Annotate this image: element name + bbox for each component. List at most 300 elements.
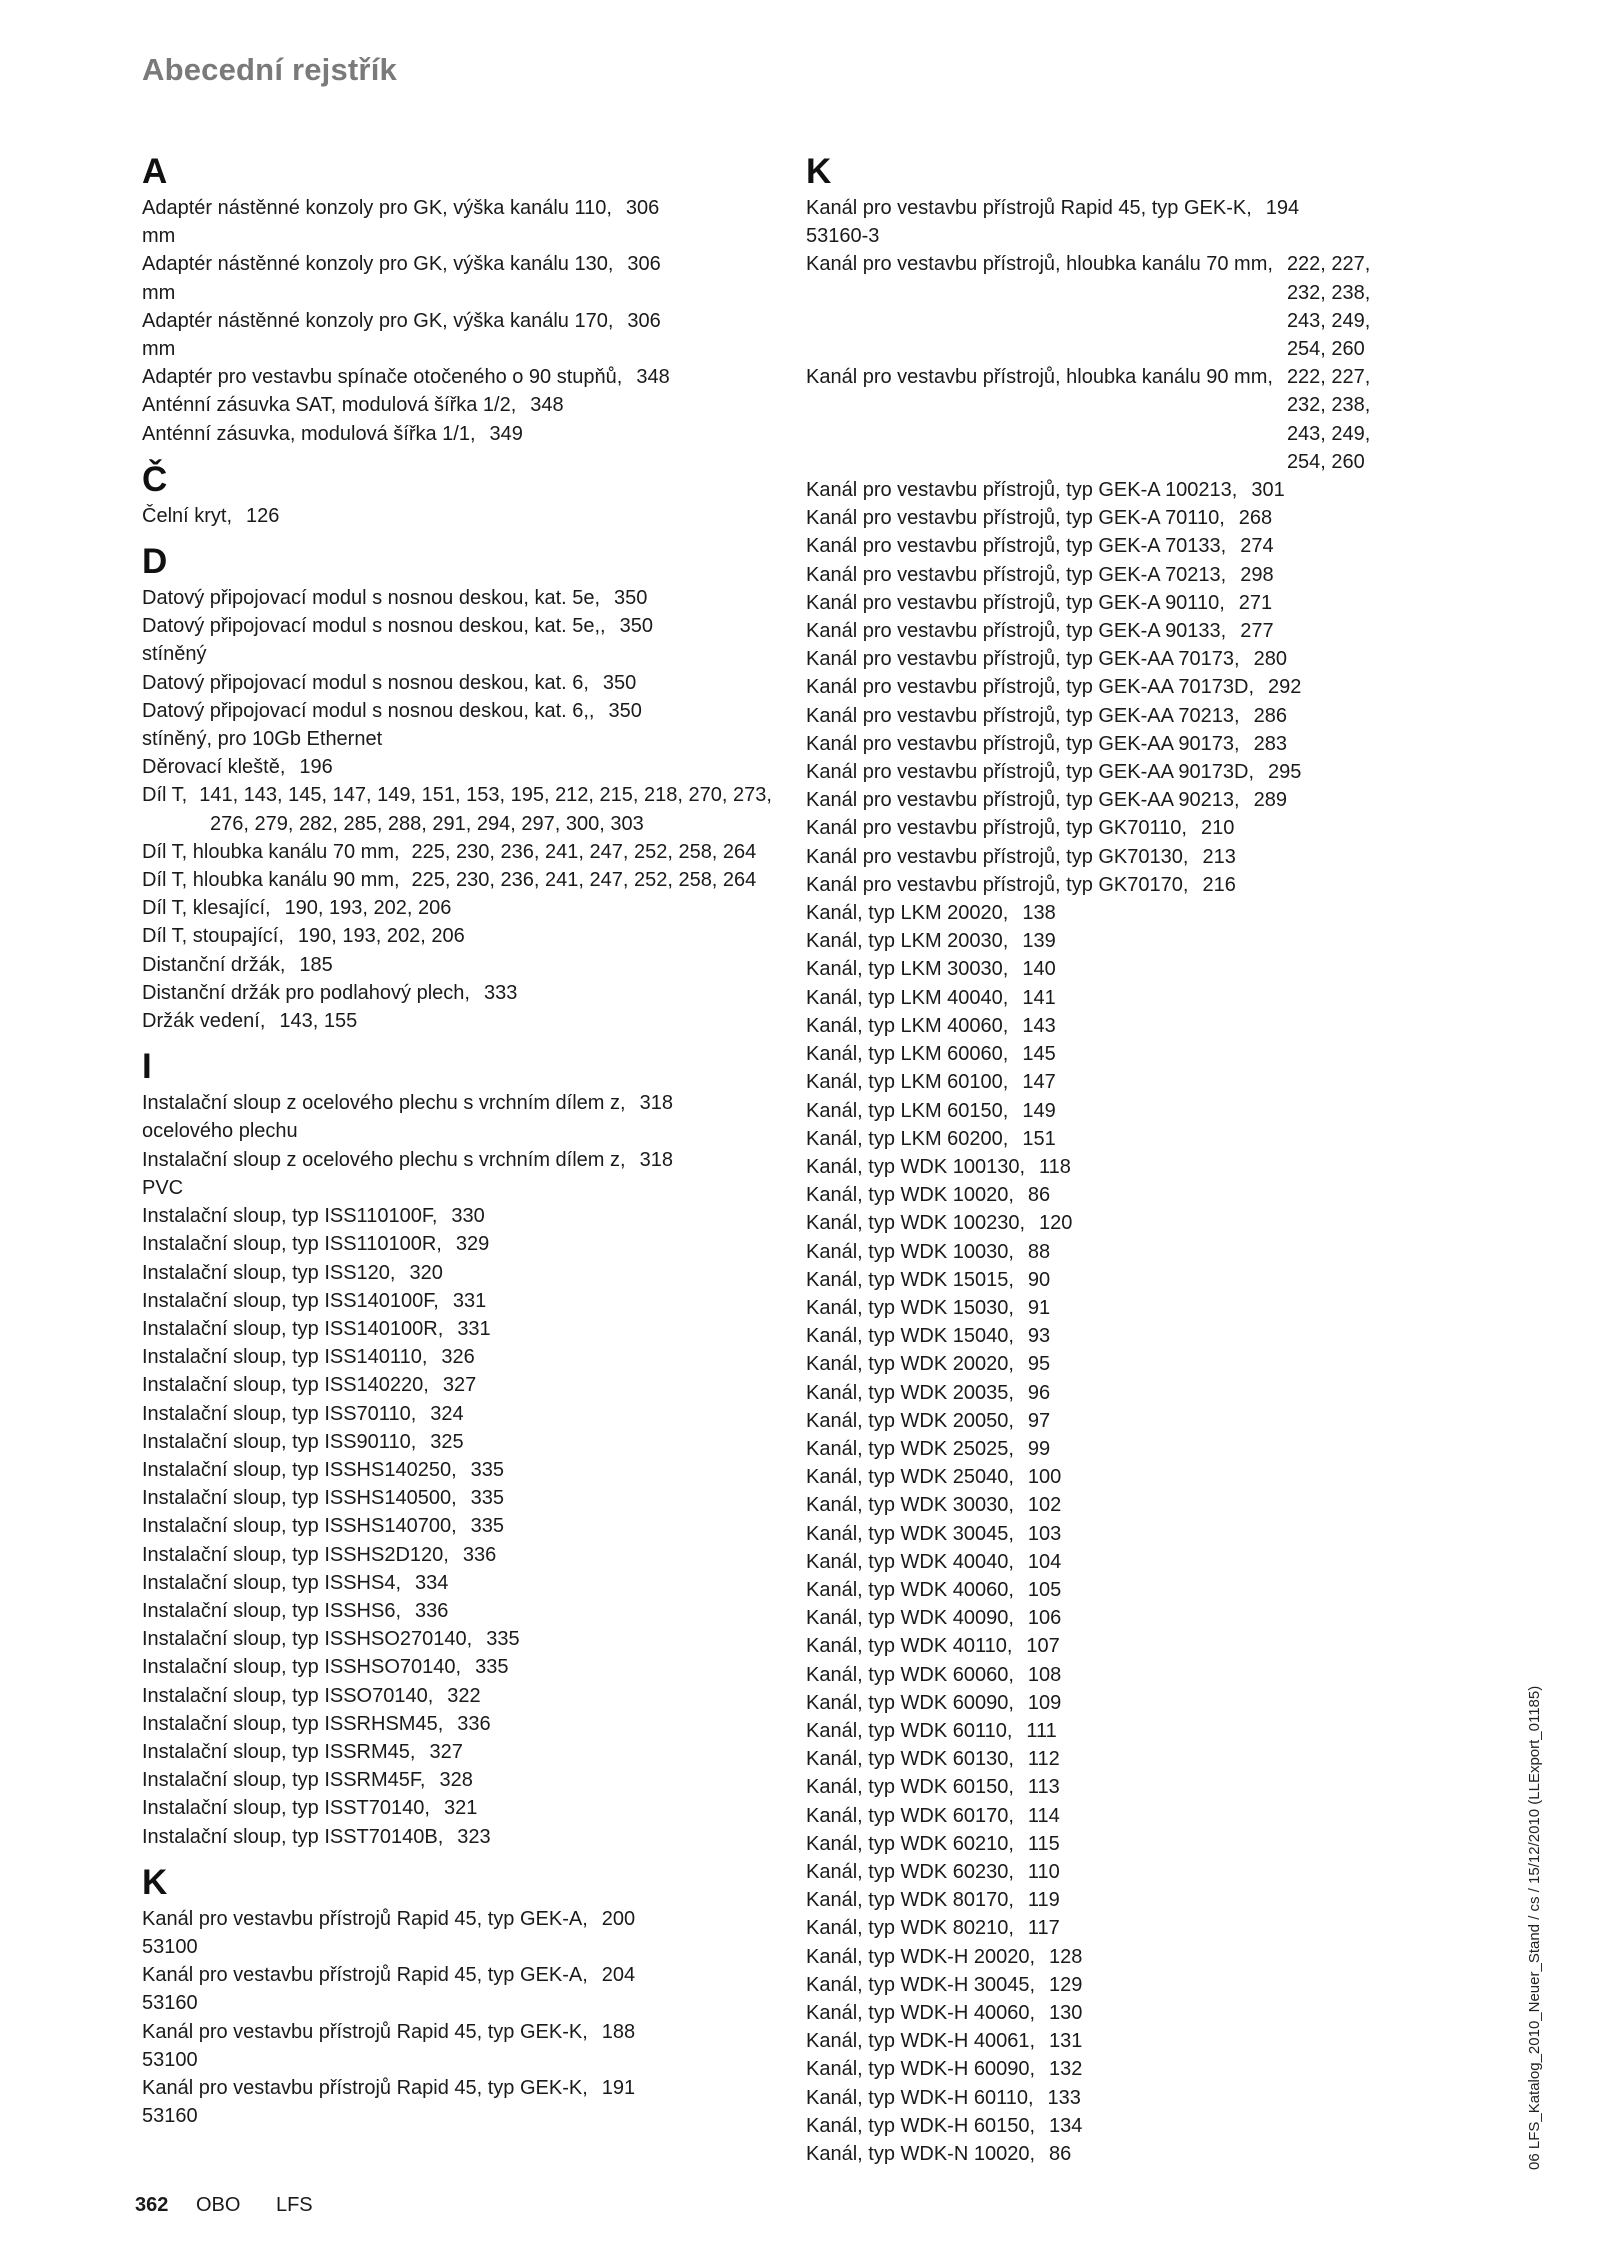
entry-term: Instalační sloup z ocelového plechu s vrchním dílem z, [142, 1148, 626, 1171]
entry-term: Anténní zásuvka, modulová šířka 1/1, [142, 422, 476, 445]
index-entry [142, 1007, 792, 1035]
entry-pages: 306 [625, 197, 660, 219]
entry-term: Instalační sloup, typ ISSRHSM45, [142, 1712, 444, 1735]
entry-pages: 283 [1253, 732, 1287, 755]
entry-term: Kanál pro vestavbu přístrojů Rapid 45, typ GEK-A, [142, 1964, 588, 1987]
entry-pages: 298 [1240, 563, 1274, 586]
entry-pages: 111 [1026, 1719, 1057, 1742]
entry-term-continued: 53160 [142, 2105, 198, 2128]
entry-pages: 325 [430, 1430, 464, 1453]
entry-term: Datový připojovací modul s nosnou deskou, kat. 6, [142, 671, 589, 694]
index-entry [806, 1886, 1446, 1914]
entry-pages: 139 [1022, 930, 1056, 953]
entry-list [142, 1905, 792, 2131]
index-entry [806, 1548, 1446, 1576]
entry-term: Kanál, typ LKM 40040, [806, 986, 1009, 1009]
index-entry [806, 1012, 1446, 1040]
index-entry [806, 1999, 1446, 2027]
entry-pages: 118 [1039, 1155, 1071, 1178]
entry-pages: 277 [1240, 620, 1274, 643]
entry-term: Instalační sloup, typ ISS140100F, [142, 1289, 439, 1312]
entry-list [142, 584, 792, 1035]
entry-term: Kanál pro vestavbu přístrojů, typ GK70110, [806, 817, 1187, 840]
entry-pages: 200 [601, 1907, 636, 1930]
index-entry [806, 194, 1446, 222]
entry-pages: 333 [483, 981, 518, 1004]
index-entry [806, 1463, 1446, 1491]
entry-pages: 143 [1022, 1014, 1056, 1037]
entry-list [142, 1089, 792, 1850]
index-entry [142, 1400, 792, 1428]
entry-term: Kanál, typ LKM 20030, [806, 930, 1009, 953]
entry-pages: 191 [601, 2076, 636, 2099]
entry-term: Kanál, typ WDK 20050, [806, 1409, 1014, 1432]
entry-pages: 115 [1027, 1832, 1060, 1855]
entry-term: Kanál pro vestavbu přístrojů, typ GK70130, [806, 845, 1189, 868]
entry-pages: 119 [1027, 1889, 1060, 1912]
index-section-c-caron [142, 458, 792, 530]
entry-pages: 97 [1027, 1409, 1051, 1432]
entry-pages: 131 [1049, 2030, 1083, 2053]
entry-term: Kanál, typ WDK 20020, [806, 1353, 1014, 1376]
index-entry [806, 1745, 1446, 1773]
index-entry [142, 1905, 792, 1933]
entry-term: Instalační sloup, typ ISSHS140700, [142, 1515, 457, 1538]
index-entry [806, 1773, 1446, 1801]
entry-term-continued: mm [142, 338, 176, 361]
entry-term: Kanál pro vestavbu přístrojů, typ GEK-AA 90173D, [806, 761, 1255, 784]
index-entry [806, 1407, 1446, 1435]
entry-term: Distanční držák pro podlahový plech, [142, 981, 470, 1004]
entry-pages: 330 [451, 1205, 485, 1228]
index-section-a [142, 150, 792, 448]
index-entry [142, 1710, 792, 1738]
entry-pages: 99 [1027, 1437, 1051, 1460]
entry-term: Kanál pro vestavbu přístrojů Rapid 45, typ GEK-K, [142, 2020, 588, 2043]
entry-term: Adaptér nástěnné konzoly pro GK, výška kanálu 170, [142, 309, 614, 332]
index-entry [806, 476, 1446, 504]
entry-term: Datový připojovací modul s nosnou deskou, kat. 5e,, [142, 615, 606, 638]
index-entry [142, 1597, 792, 1625]
entry-term: Kanál pro vestavbu přístrojů, typ GEK-AA 70173D, [806, 676, 1255, 699]
index-entry [142, 363, 792, 391]
index-entry [142, 2018, 792, 2046]
index-entry [806, 1689, 1446, 1717]
index-entry [142, 1794, 792, 1822]
index-entry [806, 1971, 1446, 1999]
entry-pages: 130 [1049, 2002, 1083, 2024]
index-entry [806, 1153, 1446, 1181]
entry-pages: 301 [1251, 479, 1285, 502]
entry-pages: 113 [1027, 1776, 1060, 1799]
entry-term: Kanál, typ LKM 40060, [806, 1014, 1009, 1037]
index-entry [142, 1484, 792, 1512]
index-entry [142, 1738, 792, 1766]
entry-pages: 138 [1022, 902, 1056, 925]
index-entry [806, 1632, 1446, 1660]
index-entry [142, 1569, 792, 1597]
entry-pages: 323 [457, 1825, 491, 1848]
entry-list [806, 476, 1446, 2168]
entry-term-continued: stíněný, pro 10Gb Ethernet [142, 728, 383, 751]
entry-list [142, 194, 792, 448]
index-entry [806, 1181, 1446, 1209]
index-section-i [142, 1045, 792, 1850]
index-entry [142, 584, 792, 612]
index-entry [806, 645, 1446, 673]
entry-pages: 335 [486, 1628, 520, 1651]
entry-term: Kanál, typ WDK 40090, [806, 1607, 1014, 1630]
index-entry [142, 866, 792, 894]
index-entry [142, 951, 792, 979]
entry-pages: 225, 230, 236, 241, 247, 252, 258, 264 [411, 840, 757, 863]
entry-pages: 306 [627, 309, 661, 332]
entry-term: Kanál, typ WDK-H 60150, [806, 2114, 1035, 2137]
index-entry [806, 1125, 1446, 1153]
entry-pages: 91 [1027, 1296, 1051, 1319]
entry-pages: 88 [1027, 1240, 1051, 1263]
entry-term: Kanál, typ WDK 40060, [806, 1578, 1014, 1601]
entry-term: Kanál, typ WDK 15040, [806, 1325, 1014, 1348]
entry-pages: 128 [1049, 1945, 1083, 1968]
index-section-k-continued [806, 150, 1446, 2168]
index-section-d [142, 540, 792, 1035]
entry-term: Kanál, typ WDK-H 20020, [806, 1945, 1035, 1968]
entry-term: Kanál pro vestavbu přístrojů, typ GEK-A 70133, [806, 535, 1227, 558]
index-entry [806, 1491, 1446, 1519]
entry-term: Kanál pro vestavbu přístrojů, typ GEK-A 100213, [806, 479, 1238, 502]
entry-pages: 295 [1268, 761, 1302, 784]
entry-term: Kanál, typ WDK 60130, [806, 1748, 1014, 1771]
index-entry [806, 1520, 1446, 1548]
entry-term: Kanál, typ LKM 30030, [806, 958, 1009, 981]
entry-term: Instalační sloup, typ ISS140100R, [142, 1317, 444, 1340]
entry-term: Díl T, klesající, [142, 897, 271, 920]
entry-term: Instalační sloup, typ ISS140110, [142, 1346, 428, 1369]
entry-pages: 326 [441, 1346, 475, 1369]
index-entry [142, 1230, 792, 1258]
entry-term: Kanál pro vestavbu přístrojů, typ GEK-A 70110, [806, 507, 1225, 530]
entry-pages: 102 [1027, 1494, 1062, 1517]
entry-term: Čelní kryt, [142, 504, 233, 527]
entry-pages: 349 [489, 422, 523, 445]
entry-pages: 106 [1027, 1607, 1062, 1630]
index-entry [142, 612, 792, 640]
section-name: LFS [275, 2194, 313, 2216]
entry-pages: 185 [299, 953, 333, 976]
index-entry [806, 532, 1446, 560]
entry-term: Kanál, typ WDK-H 30045, [806, 1973, 1035, 1996]
index-entry [142, 1653, 792, 1681]
entry-term: Kanál, typ WDK-H 60110, [806, 2086, 1034, 2109]
entry-term: Kanál, typ WDK 60110, [806, 1719, 1013, 1742]
index-entry [142, 420, 792, 448]
index-entry [142, 1202, 792, 1230]
entry-pages: 188 [601, 2020, 636, 2043]
entry-pages: 96 [1027, 1381, 1051, 1404]
entry-pages: 292 [1268, 676, 1302, 699]
entry-term: Kanál, typ WDK 15030, [806, 1296, 1014, 1319]
entry-term: Kanál pro vestavbu přístrojů, typ GEK-A 70213, [806, 563, 1227, 586]
entry-term: Instalační sloup, typ ISSO70140, [142, 1684, 434, 1707]
entry-pages: 132 [1049, 2058, 1083, 2081]
entry-pages: 141 [1022, 986, 1056, 1009]
entry-pages: 286 [1253, 704, 1287, 727]
entry-term: Kanál, typ LKM 60100, [806, 1071, 1009, 1094]
index-entry [806, 1097, 1446, 1125]
entry-term-continued: stíněný [142, 643, 207, 666]
index-entry [142, 1371, 792, 1399]
entry-pages: 147 [1022, 1071, 1056, 1094]
index-entry [806, 1266, 1446, 1294]
index-entry [806, 1802, 1446, 1830]
index-entry [142, 894, 792, 922]
index-entry [142, 838, 792, 866]
entry-term: Kanál, typ LKM 60150, [806, 1099, 1009, 1122]
page-footer [135, 2194, 313, 2217]
entry-pages: 336 [462, 1543, 497, 1566]
entry-pages: 222, 227, 232, 238, 243, 249, 254, 260 [1286, 253, 1371, 361]
entry-term: Kanál, typ WDK 25040, [806, 1466, 1014, 1489]
entry-term: Instalační sloup, typ ISSHS140500, [142, 1487, 457, 1510]
entry-pages: 328 [439, 1769, 473, 1792]
index-entry [806, 1858, 1446, 1886]
entry-term: Kanál, typ WDK 60230, [806, 1860, 1014, 1883]
index-entry [142, 1961, 792, 1989]
entry-term: Datový připojovací modul s nosnou deskou, kat. 6,, [142, 699, 595, 722]
entry-pages: 336 [457, 1712, 491, 1735]
index-entry [142, 1456, 792, 1484]
entry-list [142, 502, 792, 530]
index-entry [806, 2112, 1446, 2140]
index-entry [142, 502, 792, 530]
index-entry [142, 1343, 792, 1371]
section-letter: Č [142, 459, 168, 499]
entry-pages: 350 [614, 587, 648, 610]
index-entry [806, 561, 1446, 589]
entry-term: Kanál, typ WDK-H 60090, [806, 2058, 1035, 2081]
index-entry [806, 1830, 1446, 1858]
entry-pages: 350 [608, 699, 642, 722]
entry-pages: 103 [1027, 1522, 1062, 1545]
entry-pages: 145 [1022, 1043, 1056, 1066]
entry-pages: 112 [1027, 1748, 1060, 1771]
entry-pages: 86 [1049, 2143, 1072, 2166]
index-entry [806, 843, 1446, 871]
entry-pages: 322 [447, 1684, 481, 1707]
entry-term: Instalační sloup, typ ISST70140B, [142, 1825, 444, 1848]
entry-term: Instalační sloup, typ ISS140220, [142, 1374, 429, 1397]
entry-pages: 117 [1027, 1917, 1060, 1940]
index-entry [806, 758, 1446, 786]
entry-term: Instalační sloup, typ ISS110100F, [142, 1205, 438, 1228]
entry-pages: 109 [1027, 1691, 1062, 1714]
index-entry [806, 871, 1446, 899]
index-entry [806, 955, 1446, 983]
index-entry [142, 307, 792, 335]
entry-term: Kanál pro vestavbu přístrojů, typ GEK-AA 90213, [806, 789, 1240, 812]
entry-pages: 114 [1027, 1804, 1060, 1827]
index-entry [806, 250, 1446, 363]
entry-pages: 331 [457, 1317, 491, 1340]
entry-term: Kanál, typ WDK 80210, [806, 1917, 1014, 1940]
index-section-k [142, 1861, 792, 2131]
index-entry [806, 2027, 1446, 2055]
entry-pages: 225, 230, 236, 241, 247, 252, 258, 264 [411, 869, 757, 892]
entry-term: Instalační sloup, typ ISSHS2D120, [142, 1543, 449, 1566]
entry-pages: 190, 193, 202, 206 [284, 897, 452, 920]
entry-term: Instalační sloup, typ ISS120, [142, 1261, 396, 1284]
index-entry [806, 1914, 1446, 1942]
index-entry [806, 1294, 1446, 1322]
index-entry [142, 922, 792, 950]
index-entry [142, 1287, 792, 1315]
index-entry [142, 194, 792, 222]
entry-pages: 222, 227, 232, 238, 243, 249, 254, 260 [1286, 366, 1371, 473]
index-entry [806, 786, 1446, 814]
entry-pages: 268 [1238, 507, 1273, 530]
index-entry [142, 250, 792, 278]
entry-term: Díl T, stoupající, [142, 925, 284, 948]
entry-term: Kanál, typ WDK 80170, [806, 1889, 1014, 1912]
index-entry [142, 1682, 792, 1710]
entry-pages: 149 [1022, 1099, 1056, 1122]
entry-term-continued: mm [142, 225, 176, 248]
entry-term: Instalační sloup, typ ISSHS4, [142, 1571, 402, 1594]
entry-pages: 324 [430, 1402, 464, 1425]
entry-term: Kanál, typ WDK 30030, [806, 1494, 1014, 1517]
index-entry [142, 1512, 792, 1540]
entry-pages: 335 [475, 1656, 509, 1679]
index-entry [806, 504, 1446, 532]
index-entry [142, 1089, 792, 1117]
entry-pages: 93 [1027, 1325, 1051, 1348]
index-entry [806, 1435, 1446, 1463]
entry-pages: 334 [415, 1571, 449, 1594]
entry-term: Instalační sloup, typ ISSHSO270140, [142, 1628, 473, 1651]
entry-pages: 196 [299, 756, 333, 779]
entry-pages: 348 [530, 394, 564, 417]
entry-pages: 95 [1027, 1353, 1051, 1376]
entry-list [806, 194, 1446, 476]
index-entry [806, 2140, 1446, 2168]
entry-pages: 289 [1253, 789, 1287, 812]
index-entry [142, 753, 792, 781]
brand-name: OBO [195, 2194, 241, 2216]
entry-term: Kanál pro vestavbu přístrojů, hloubka kanálu 90 mm, [806, 366, 1273, 389]
index-entry [806, 814, 1446, 842]
index-entry [142, 781, 792, 837]
entry-pages: 335 [470, 1458, 505, 1481]
entry-pages: 335 [470, 1487, 505, 1510]
entry-term: Instalační sloup, typ ISST70140, [142, 1797, 430, 1820]
entry-term: Kanál pro vestavbu přístrojů, hloubka kanálu 70 mm, [806, 253, 1273, 276]
entry-term: Kanál, typ WDK 60060, [806, 1663, 1014, 1686]
index-entry [806, 673, 1446, 701]
index-column-right [806, 150, 1446, 2178]
entry-term: Díl T, [142, 784, 188, 807]
entry-pages: 107 [1026, 1635, 1060, 1658]
entry-pages: 90 [1027, 1268, 1051, 1291]
index-entry [142, 1146, 792, 1174]
index-entry [806, 927, 1446, 955]
index-entry [806, 1209, 1446, 1237]
entry-term-continued: ocelového plechu [142, 1120, 298, 1143]
entry-term: Kanál, typ WDK-H 40061, [806, 2030, 1035, 2053]
index-entry [806, 2084, 1446, 2112]
entry-term: Instalační sloup, typ ISSRM45, [142, 1740, 416, 1763]
index-entry [806, 730, 1446, 758]
entry-term: Instalační sloup, typ ISSHSO70140, [142, 1656, 462, 1679]
index-entry [806, 589, 1446, 617]
entry-term: Kanál, typ WDK 20035, [806, 1381, 1014, 1404]
entry-term: Kanál, typ LKM 60060, [806, 1043, 1009, 1066]
entry-term: Kanál pro vestavbu přístrojů Rapid 45, typ GEK-A, [142, 1907, 588, 1930]
index-entry [806, 2055, 1446, 2083]
index-entry [142, 1625, 792, 1653]
index-entry [142, 669, 792, 697]
entry-term: Instalační sloup, typ ISSHS140250, [142, 1458, 457, 1481]
section-letter: D [142, 542, 168, 582]
entry-pages: 318 [639, 1148, 673, 1171]
entry-pages: 86 [1027, 1184, 1051, 1207]
index-entry [142, 697, 792, 725]
entry-term: Kanál pro vestavbu přístrojů, typ GK70170, [806, 873, 1189, 896]
index-entry [806, 702, 1446, 730]
entry-term: Instalační sloup, typ ISSRM45F, [142, 1769, 426, 1792]
index-entry [806, 1040, 1446, 1068]
entry-term: Adaptér nástěnné konzoly pro GK, výška kanálu 110, [142, 197, 612, 219]
entry-term: Děrovací kleště, [142, 756, 286, 779]
entry-term: Instalační sloup, typ ISS70110, [142, 1402, 417, 1425]
entry-term: Kanál, typ WDK 10020, [806, 1184, 1014, 1207]
entry-term-continued: mm [142, 281, 176, 304]
entry-pages: 204 [601, 1964, 636, 1987]
index-entry [806, 1322, 1446, 1350]
index-entry [806, 1350, 1446, 1378]
entry-pages: 126 [246, 504, 280, 527]
index-entry [806, 1717, 1446, 1745]
print-job-note: 06 LFS_Katalog_2010_Neuer_Stand / cs / 15/12/2010 (LLExport_01185) [1526, 1685, 1543, 2170]
entry-term: Kanál pro vestavbu přístrojů, typ GEK-AA 70213, [806, 704, 1240, 727]
entry-term: Kanál, typ WDK-H 40060, [806, 2002, 1035, 2024]
entry-term: Kanál, typ WDK 40110, [806, 1635, 1013, 1658]
entry-term-continued: PVC [142, 1176, 184, 1199]
entry-term: Díl T, hloubka kanálu 90 mm, [142, 869, 400, 892]
entry-pages: 327 [429, 1740, 463, 1763]
section-letter: K [806, 152, 832, 191]
entry-term: Instalační sloup z ocelového plechu s vrchním dílem z, [142, 1092, 626, 1115]
entry-term: Instalační sloup, typ ISS90110, [142, 1430, 417, 1453]
entry-term: Kanál pro vestavbu přístrojů Rapid 45, typ GEK-K, [142, 2076, 588, 2099]
entry-term-continued: 53100 [142, 1935, 198, 1958]
entry-pages: 213 [1202, 845, 1236, 868]
entry-term: Adaptér pro vestavbu spínače otočeného o 90 stupňů, [142, 366, 623, 389]
entry-term: Kanál pro vestavbu přístrojů, typ GEK-A 90133, [806, 620, 1227, 643]
entry-term: Kanál pro vestavbu přístrojů, typ GEK-A 90110, [806, 591, 1225, 614]
entry-term: Kanál, typ WDK 60170, [806, 1804, 1014, 1827]
entry-pages: 100 [1027, 1466, 1062, 1489]
index-entry [142, 1259, 792, 1287]
entry-term: Kanál, typ WDK 100230, [806, 1212, 1026, 1235]
index-entry [806, 1943, 1446, 1971]
index-entry [806, 1576, 1446, 1604]
index-entry [806, 1068, 1446, 1096]
entry-term: Kanál, typ WDK 40040, [806, 1550, 1014, 1573]
entry-pages: 140 [1022, 958, 1056, 981]
index-entry [806, 1604, 1446, 1632]
index-entry [806, 899, 1446, 927]
